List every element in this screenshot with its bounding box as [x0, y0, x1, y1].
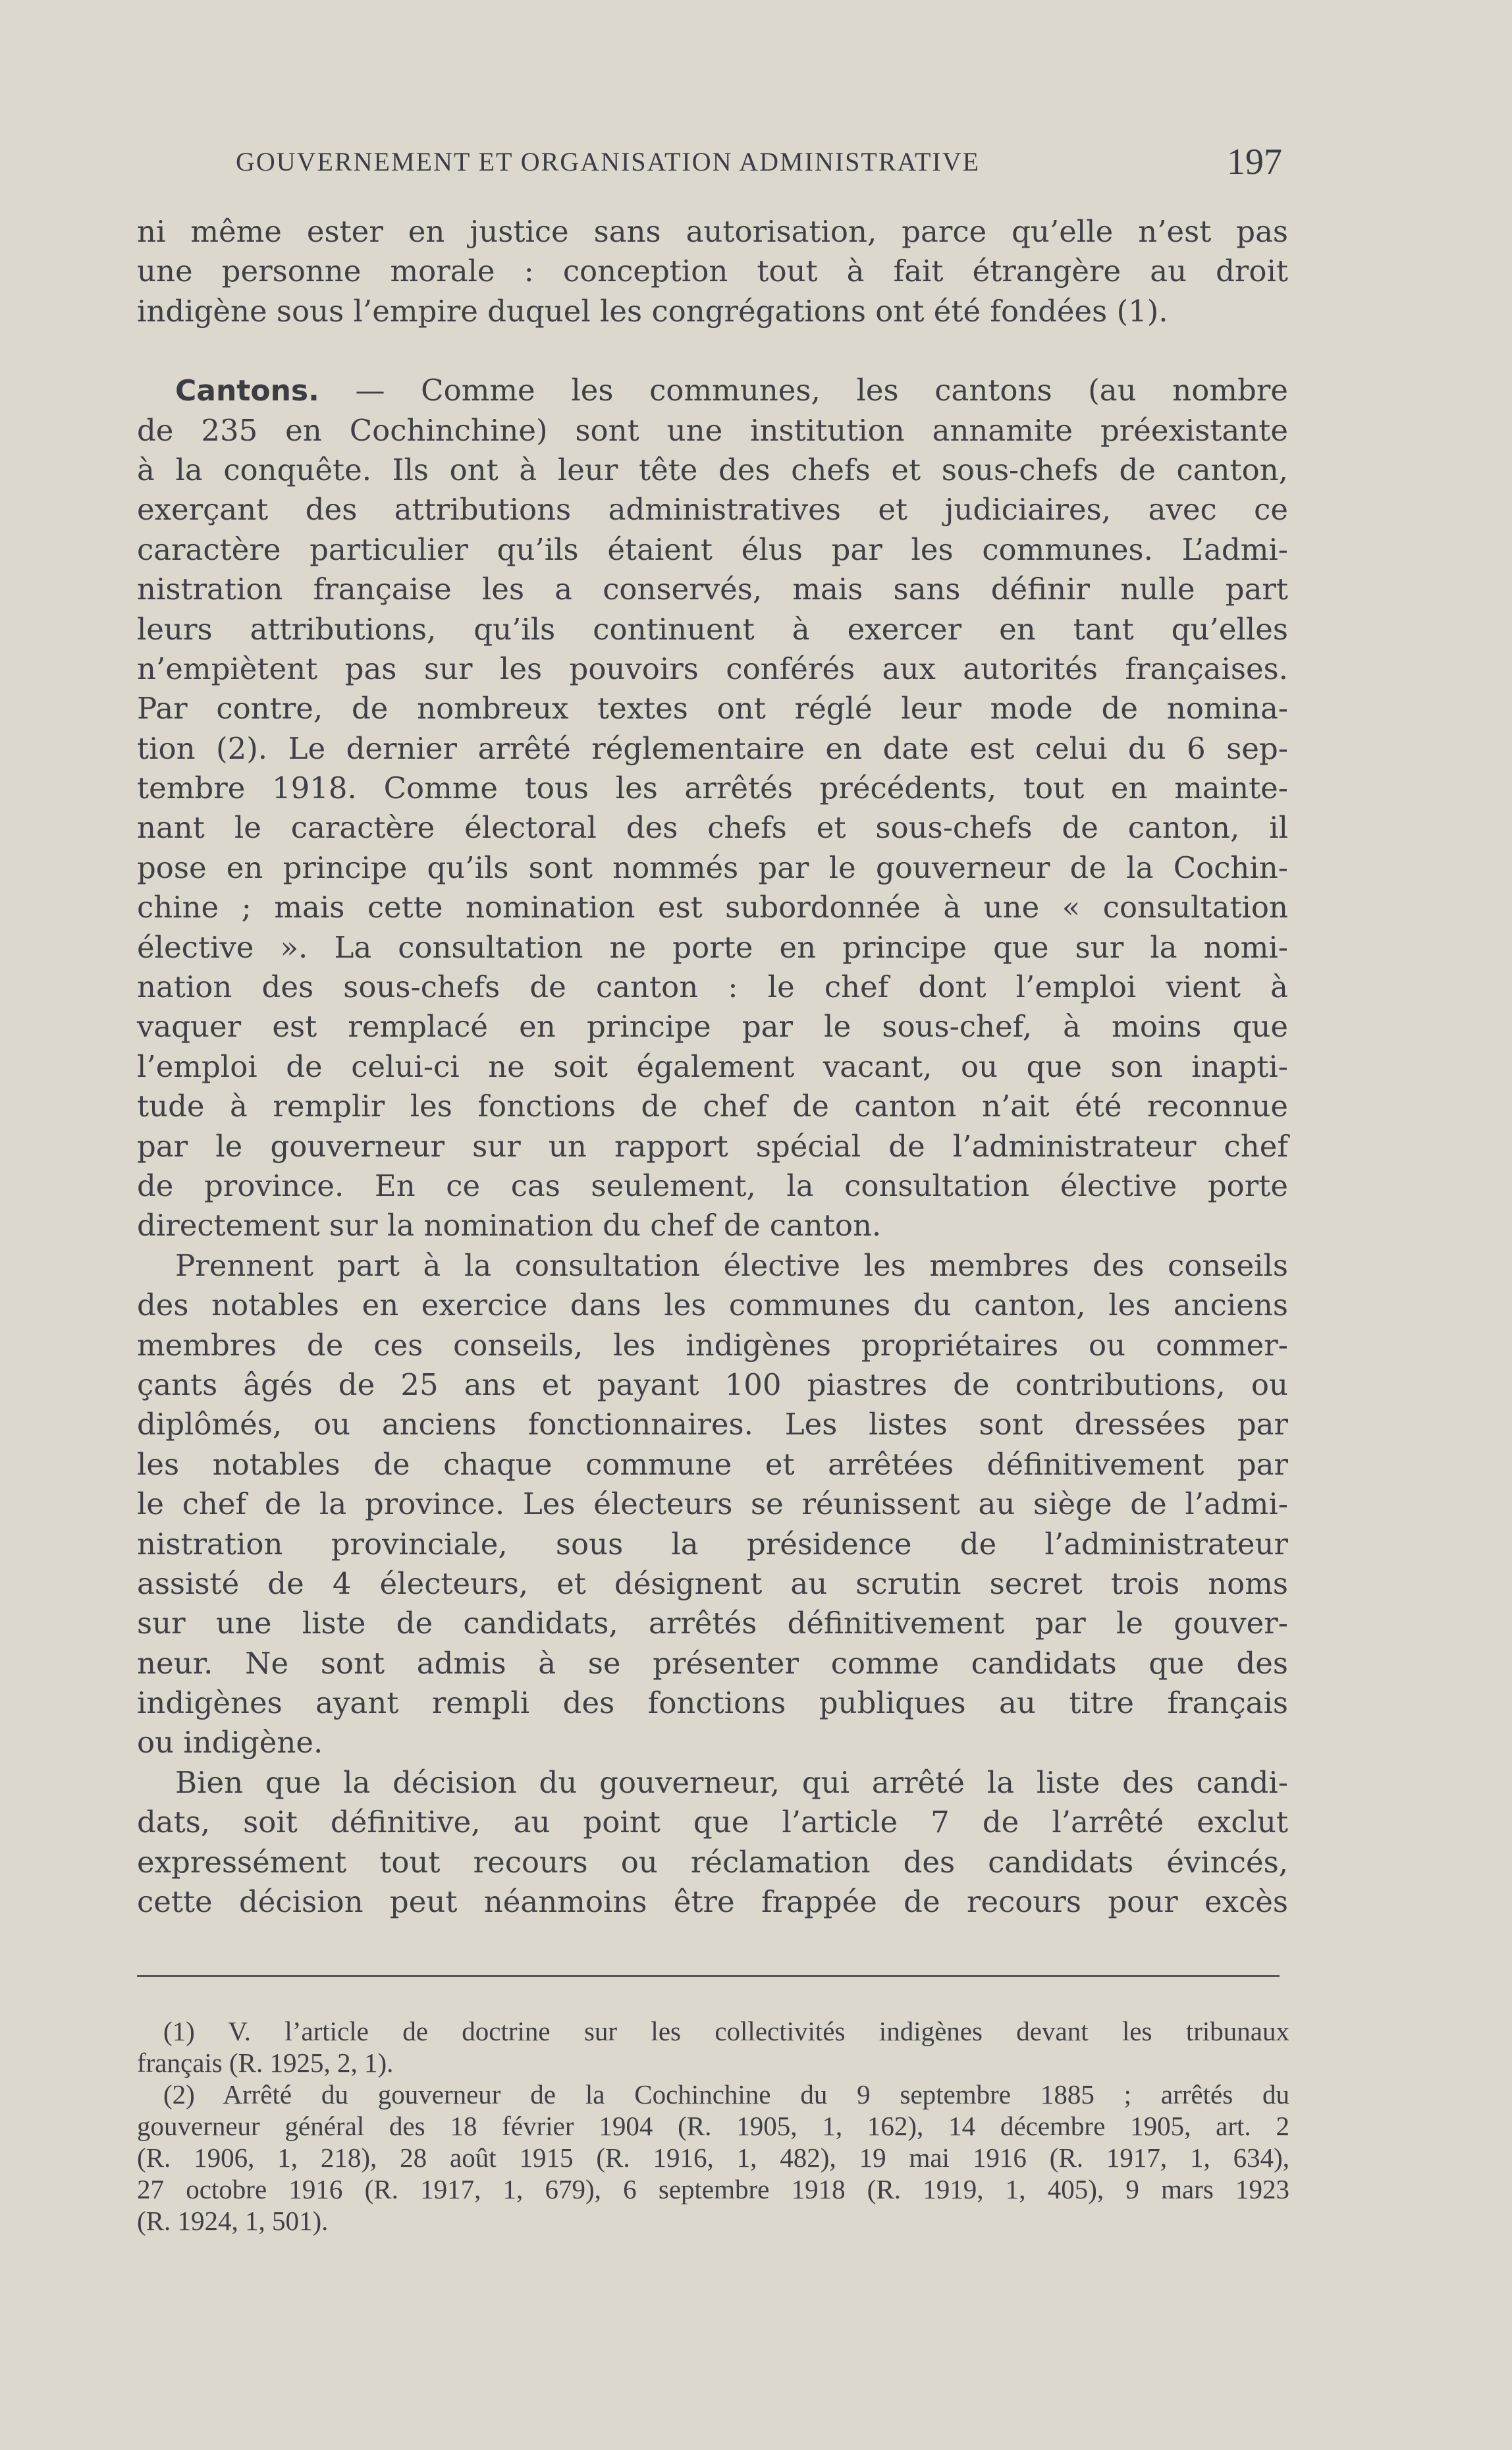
text-line: Par contre, de nombreux textes ont réglé leur mode de nomina- — [137, 691, 1288, 726]
text-line: nant le caractère électoral des chefs et sous-chefs de canton, il — [137, 810, 1288, 846]
text-line: caractère particulier qu’ils étaient élus par les communes. L’admi- — [137, 531, 1288, 567]
paragraph-cantons — [137, 371, 1288, 1246]
running-title: GOUVERNEMENT ET ORGANISATION ADMINISTRATIVE — [236, 147, 981, 177]
text-line: membres de ces conseils, les indigènes propriétaires ou commer- — [137, 1327, 1288, 1363]
footnote-line: (R. 1924, 1, 501). — [137, 2206, 329, 2236]
text-line: dats, soit définitive, au point que l’article 7 de l’arrêté exclut — [137, 1805, 1288, 1840]
footnotes — [137, 2015, 1289, 2237]
footnote-line: gouverneur général des 18 février 1904 (R. 1905, 1, 162), 14 décembre 1905, art. 2 — [137, 2111, 1289, 2141]
main-text — [137, 212, 1288, 1922]
section-heading: Cantons. — [175, 374, 319, 408]
text-line: de province. En ce cas seulement, la consultation élective porte — [137, 1168, 1288, 1203]
text-line: directement sur la nomination du chef de canton. — [137, 1208, 882, 1243]
text-line: nation des sous-chefs de canton : le chef dont l’emploi vient à — [137, 969, 1288, 1005]
text-line: à la conquête. Ils ont à leur tête des chefs et sous-chefs de canton, — [137, 452, 1288, 487]
footnote-divider — [137, 1975, 1280, 1977]
text-line: chine ; mais cette nomination est subordonnée à une « consultation — [137, 890, 1288, 925]
text-line: assisté de 4 électeurs, et désignent au scrutin secret trois noms — [137, 1565, 1288, 1601]
paragraph-spacer — [137, 331, 1288, 371]
paragraph-decision — [137, 1763, 1288, 1922]
text-line: le chef de la province. Les électeurs se réunissent au siège de l’admi- — [137, 1486, 1288, 1522]
text-line: tude à remplir les fonctions de chef de canton n’ait été reconnue — [137, 1089, 1288, 1124]
text-line: Prennent part à la consultation élective les membres des conseils — [175, 1247, 1288, 1283]
footnote-2 — [137, 2079, 1289, 2237]
text-line: neur. Ne sont admis à se présenter comme candidats que des — [137, 1645, 1288, 1681]
text-line: cette décision peut néanmoins être frappée de recours pour excès — [137, 1884, 1288, 1920]
text-line: nistration française les a conservés, mais sans définir nulle part — [137, 572, 1288, 607]
text-line: les notables de chaque commune et arrêtées définitivement par — [137, 1446, 1288, 1482]
text-line: tembre 1918. Comme tous les arrêtés précédents, tout en mainte- — [137, 771, 1288, 806]
text-line: Bien que la décision du gouverneur, qui arrêté la liste des candi- — [175, 1764, 1288, 1800]
text-line: sur une liste de candidats, arrêtés définitivement par le gouver- — [137, 1606, 1288, 1641]
footnote-line: (2) Arrêté du gouverneur de la Cochinchine du 9 septembre 1885 ; arrêtés du — [163, 2079, 1289, 2110]
footnote-line: (1) V. l’article de doctrine sur les collectivités indigènes devant les tribunaux — [163, 2016, 1289, 2046]
text-line: des notables en exercice dans les communes du canton, les anciens — [137, 1288, 1288, 1323]
text-line: de 235 en Cochinchine) sont une institution annamite préexistante — [137, 412, 1288, 448]
text-line: nistration provinciale, sous la présidence de l’administrateur — [137, 1526, 1288, 1562]
text-line: indigène sous l’empire duquel les congrégations ont été fondées (1). — [137, 293, 1168, 329]
text-line: çants âgés de 25 ans et payant 100 piastres de contributions, ou — [137, 1367, 1288, 1402]
footnote-line: 27 octobre 1916 (R. 1917, 1, 679), 6 septembre 1918 (R. 1919, 1, 405), 9 mars 1923 — [137, 2174, 1289, 2204]
text-line: exerçant des attributions administratives et judiciaires, avec ce — [137, 492, 1288, 528]
paragraph-consultation — [137, 1246, 1288, 1763]
text-line: n’empiètent pas sur les pouvoirs conférés aux autorités françaises. — [137, 651, 1288, 686]
text-line: tion (2). Le dernier arrêté réglementaire en date est celui du 6 sep- — [137, 730, 1288, 766]
footnote-line: (R. 1906, 1, 218), 28 août 1915 (R. 1916, 1, 482), 19 mai 1916 (R. 1917, 1, 634), — [137, 2142, 1289, 2173]
paragraph-intro — [137, 212, 1288, 331]
page-header — [236, 141, 1289, 187]
text-line — [137, 371, 1288, 410]
text-line: ou indigène. — [137, 1725, 323, 1760]
section-heading-rest: — Comme les communes, les cantons (au nombre — [319, 373, 1288, 408]
footnote-line: français (R. 1925, 2, 1). — [137, 2048, 394, 2078]
text-line: leurs attributions, qu’ils continuent à exercer en tant qu’elles — [137, 611, 1288, 647]
text-line: indigènes ayant rempli des fonctions publiques au titre français — [137, 1685, 1288, 1721]
text-line: une personne morale : conception tout à fait étrangère au droit — [137, 254, 1288, 289]
text-line: ni même ester en justice sans autorisation, parce qu’elle n’est pas — [137, 214, 1288, 249]
text-line: élective ». La consultation ne porte en principe que sur la nomi- — [137, 929, 1288, 965]
footnote-1 — [137, 2015, 1289, 2079]
text-line: pose en principe qu’ils sont nommés par le gouverneur de la Cochin- — [137, 850, 1288, 885]
text-line: l’emploi de celui-ci ne soit également vacant, ou que son inapti- — [137, 1048, 1288, 1084]
text-line: expressément tout recours ou réclamation des candidats évincés, — [137, 1844, 1288, 1880]
text-line: diplômés, ou anciens fonctionnaires. Les listes sont dressées par — [137, 1407, 1288, 1442]
page-number: 197 — [1227, 142, 1282, 182]
text-line: vaquer est remplacé en principe par le sous-chef, à moins que — [137, 1009, 1288, 1045]
text-line: par le gouverneur sur un rapport spécial de l’administrateur chef — [137, 1128, 1288, 1164]
